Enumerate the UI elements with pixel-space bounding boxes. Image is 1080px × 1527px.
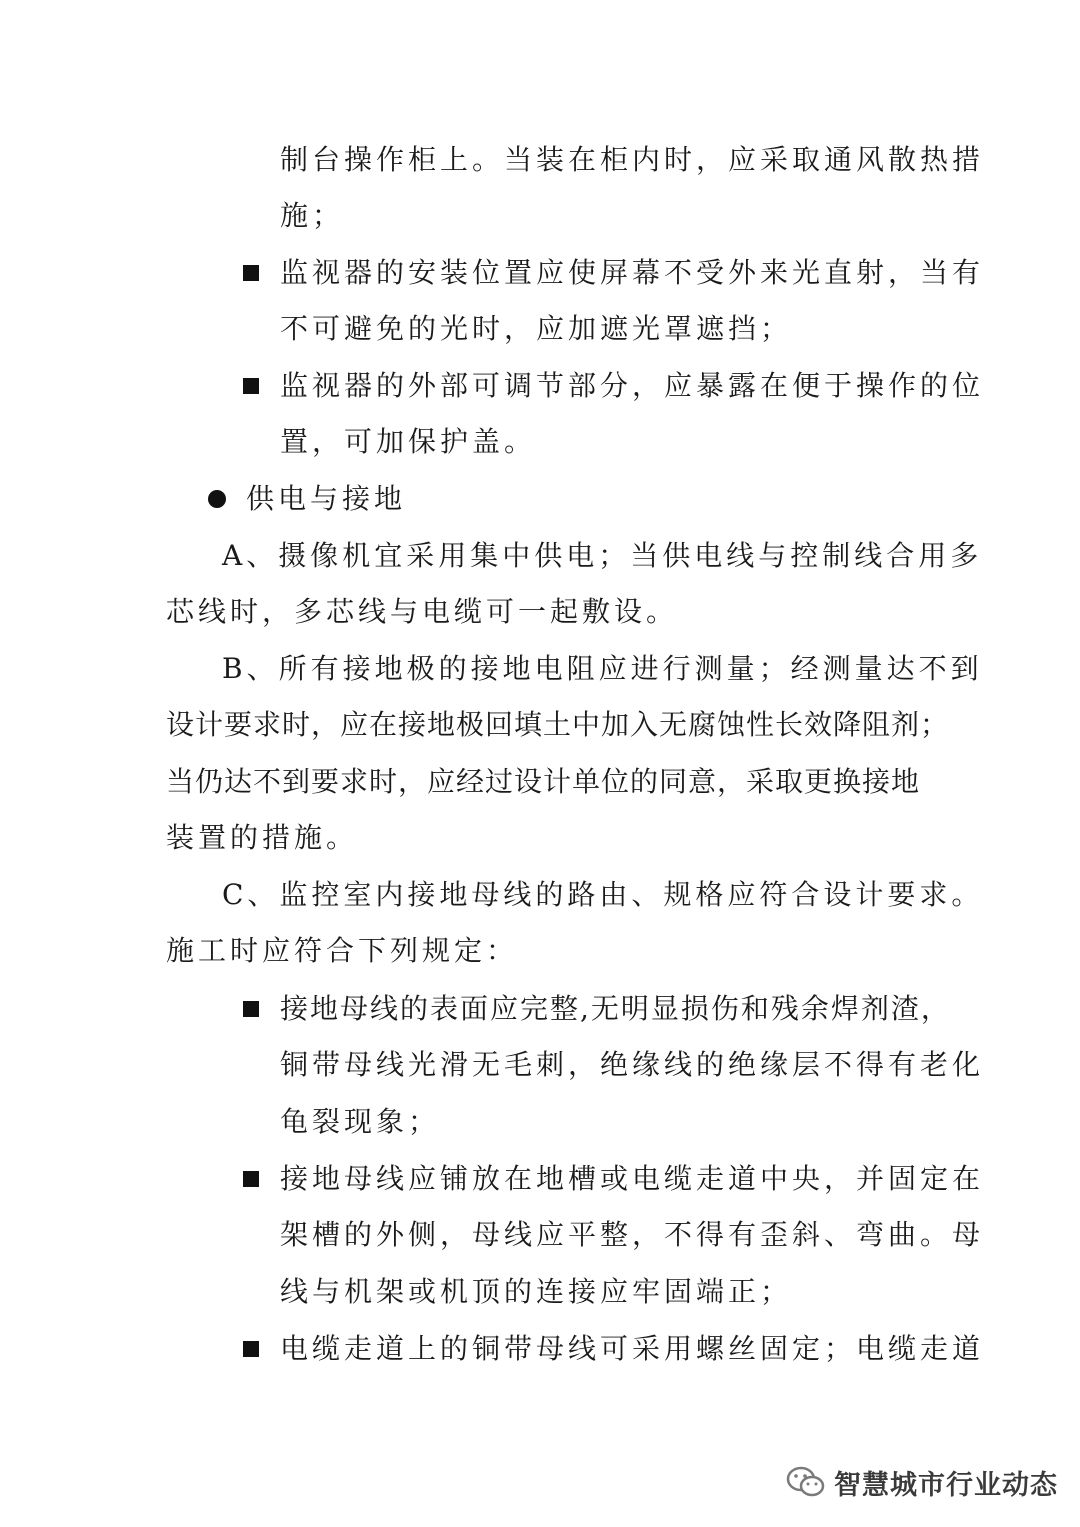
text-line: C、监控室内接地母线的路由、规格应符合设计要求。 [222, 878, 984, 911]
text-line: A、摄像机宜采用集中供电；当供电线与控制线合用多 [222, 539, 983, 572]
text-line: 接地母线应铺放在地槽或电缆走道中央，并固定在 [280, 1162, 985, 1195]
text-line: 芯线时，多芯线与电缆可一起敷设。 [166, 595, 679, 628]
text-line: 装置的措施。 [166, 821, 359, 854]
text-line: 不可避免的光时，应加遮光罩遮挡； [280, 312, 793, 345]
text-line: B、所有接地极的接地电阻应进行测量；经测量达不到 [222, 652, 983, 685]
text-line: 施； [280, 199, 345, 232]
square-bullet-icon [243, 1171, 259, 1187]
section-heading: 供电与接地 [246, 482, 407, 515]
text-line: 龟裂现象； [280, 1105, 441, 1138]
text-line: 监视器的外部可调节部分，应暴露在便于操作的位 [280, 369, 985, 402]
text-line: 设计要求时，应在接地极回填土中加入无腐蚀性长效降阻剂； [166, 708, 950, 741]
square-bullet-icon [243, 265, 259, 281]
text-line: 铜带母线光滑无毛刺，绝缘线的绝缘层不得有老化 [280, 1048, 985, 1081]
text-line: 置，可加保护盖。 [280, 425, 537, 458]
text-line: 施工时应符合下列规定： [166, 934, 519, 967]
wechat-icon [786, 1465, 826, 1499]
square-bullet-icon [243, 378, 259, 394]
text-line: 当仍达不到要求时，应经过设计单位的同意，采取更换接地 [166, 765, 921, 798]
text-line: 制台操作柜上。当装在柜内时，应采取通风散热措 [280, 143, 985, 176]
square-bullet-icon [243, 1341, 259, 1357]
text-line: 线与机架或机顶的连接应牢固端正； [280, 1275, 793, 1308]
watermark-text: 智慧城市行业动态 [834, 1469, 1058, 1501]
text-line: 架槽的外侧，母线应平整，不得有歪斜、弯曲。母 [280, 1218, 985, 1251]
round-bullet-icon [208, 490, 226, 508]
watermark [786, 1460, 1058, 1504]
text-line: 接地母线的表面应完整,无明显损伤和残余焊剂渣， [280, 992, 951, 1025]
text-line: 电缆走道上的铜带母线可采用螺丝固定；电缆走道 [280, 1332, 985, 1365]
text-line: 监视器的安装位置应使屏幕不受外来光直射，当有 [280, 256, 985, 289]
square-bullet-icon [243, 1001, 259, 1017]
